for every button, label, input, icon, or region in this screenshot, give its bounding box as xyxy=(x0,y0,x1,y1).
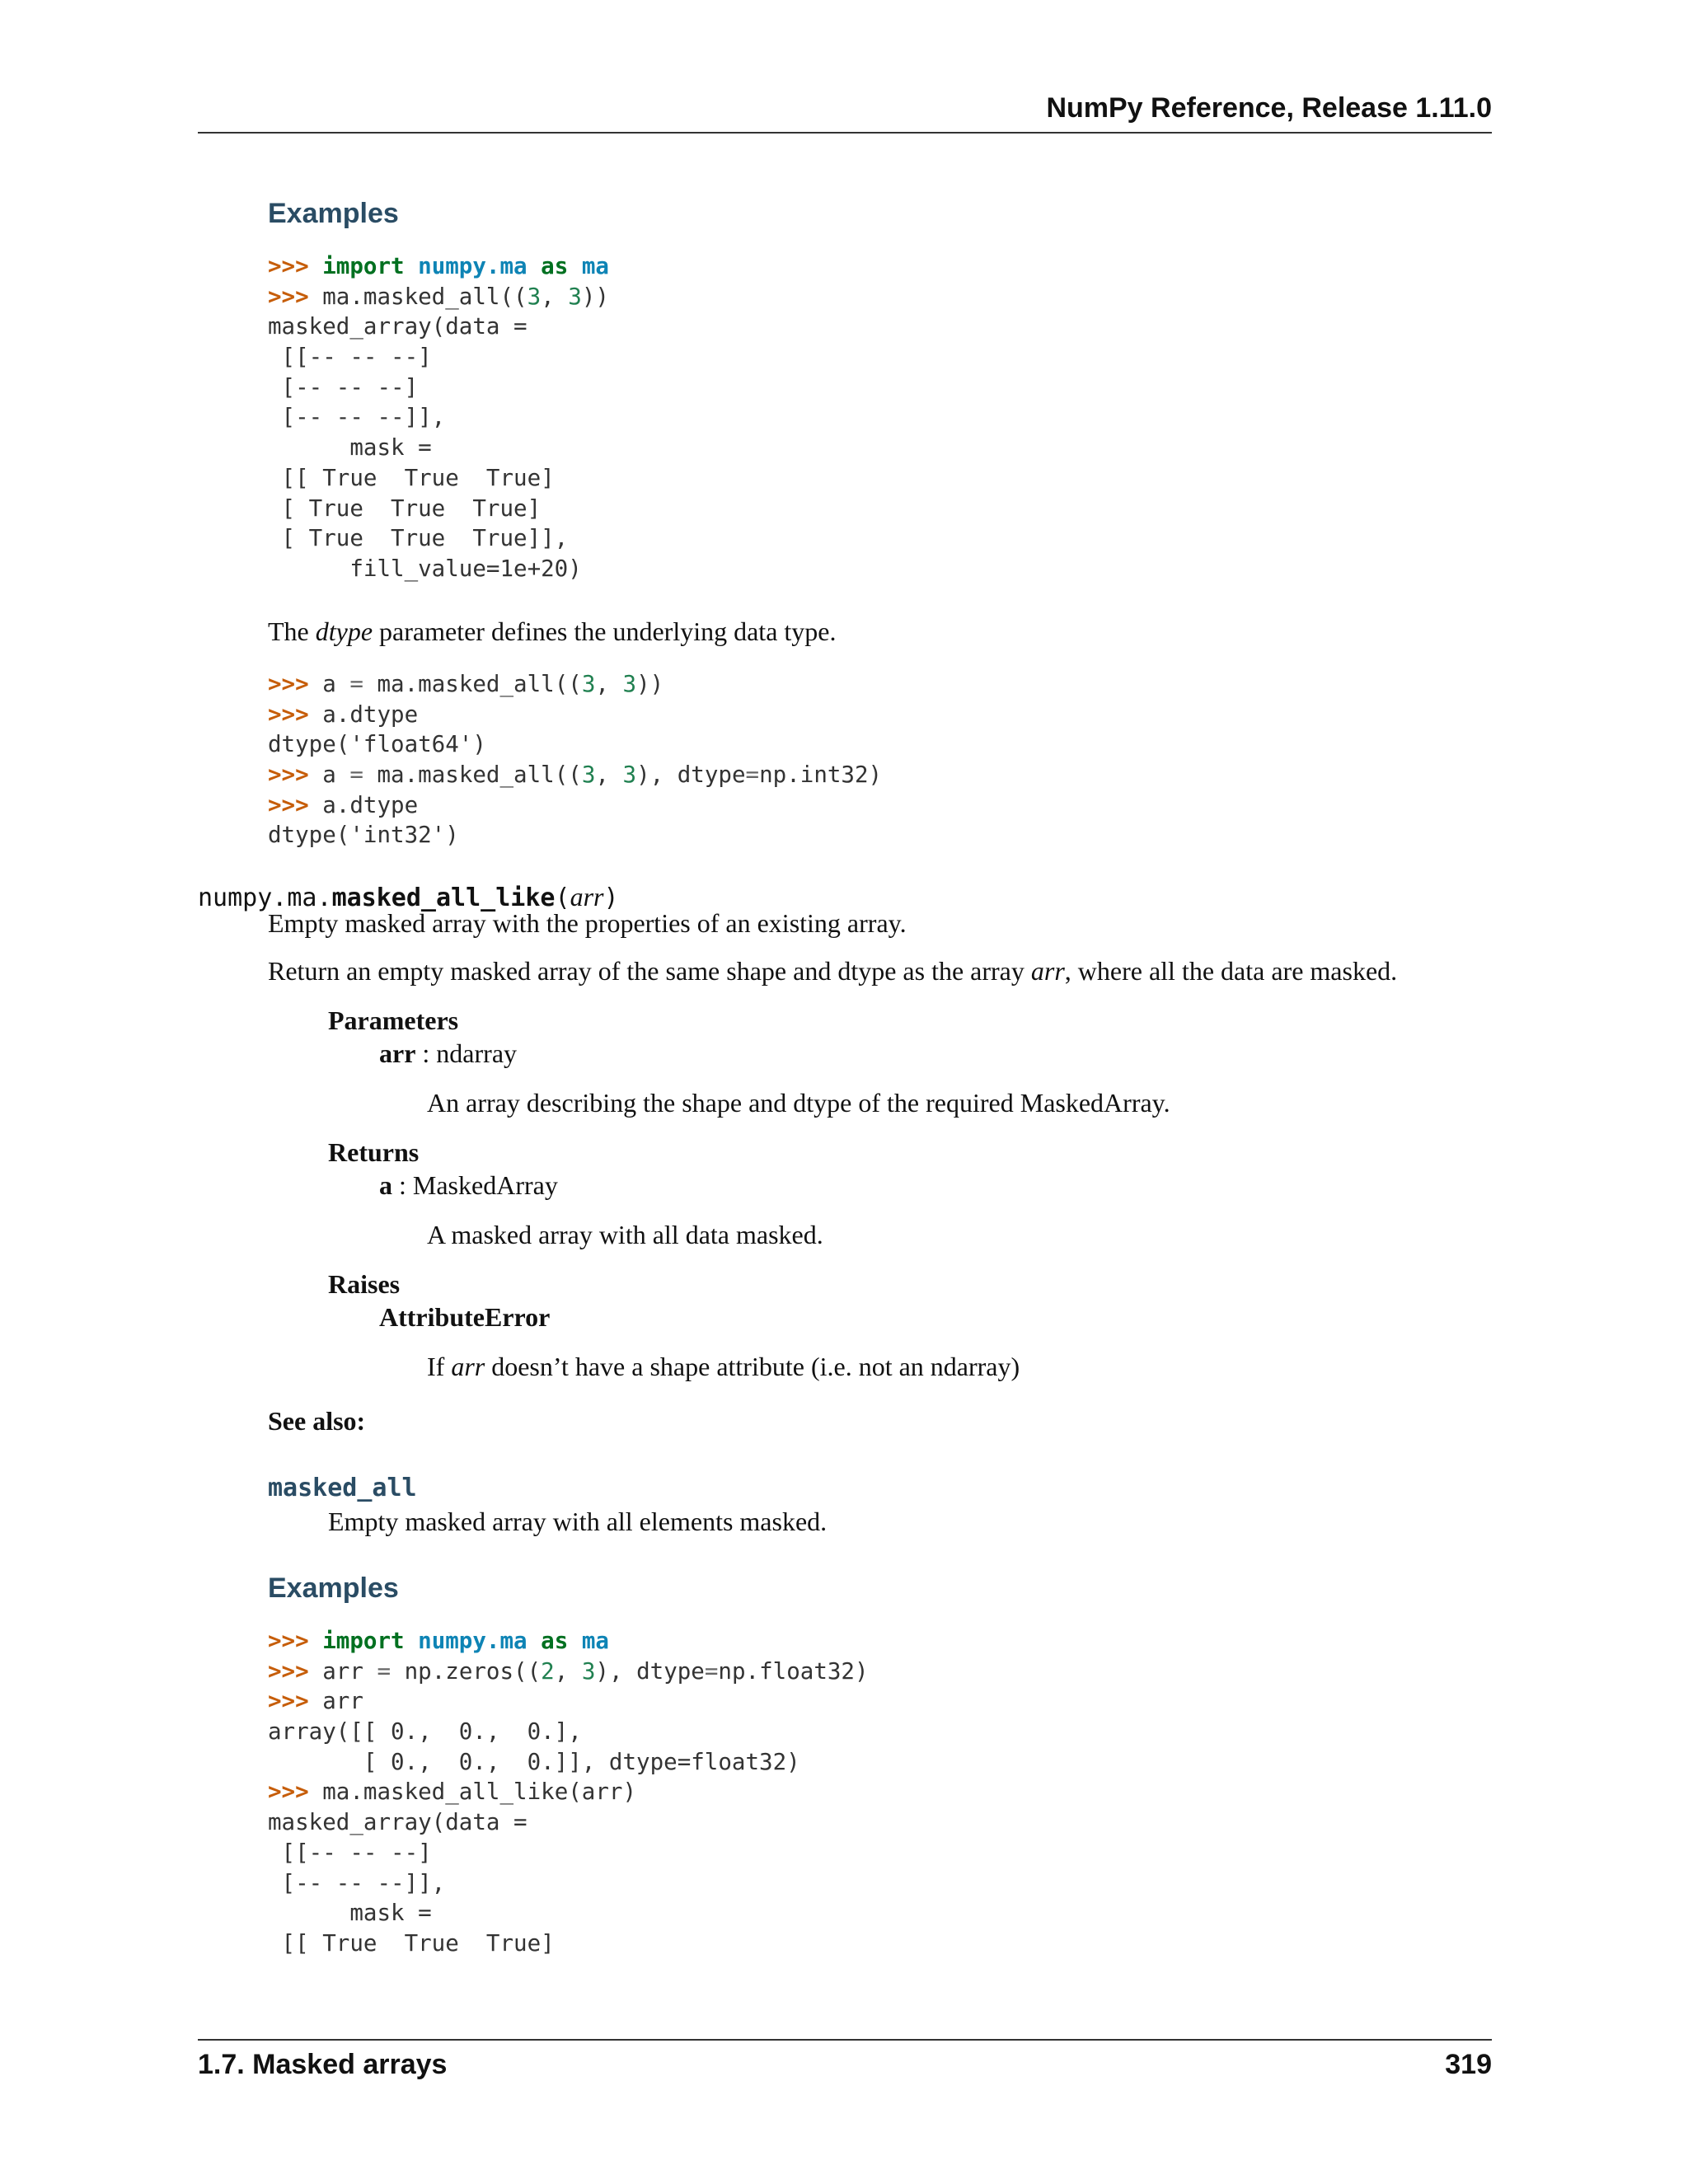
code-token: numpy.ma xyxy=(418,253,528,279)
emphasis: dtype xyxy=(315,616,373,646)
code-token: ma.masked_all(( xyxy=(363,671,582,697)
code-line xyxy=(268,760,882,790)
signature-name: masked_all_like xyxy=(331,883,556,912)
code-line xyxy=(268,669,882,700)
code-block xyxy=(268,251,609,584)
code-token: import xyxy=(322,253,405,279)
code-token: numpy.ma xyxy=(418,1628,528,1654)
code-block xyxy=(268,1626,869,1959)
code-token xyxy=(568,253,582,279)
code-token: fill_value=1e+20) xyxy=(268,555,582,582)
see-also-description: Empty masked array with all elements masked. xyxy=(328,1507,828,1536)
code-token: np.int32) xyxy=(759,762,883,789)
code-token: , xyxy=(554,1657,582,1685)
code-line xyxy=(268,1747,869,1778)
code-token: 3 xyxy=(581,762,596,789)
signature-paren: ) xyxy=(603,883,619,912)
code-prompt: >>> xyxy=(268,671,323,697)
page-header xyxy=(198,89,1492,134)
code-token: [ True True True]], xyxy=(268,525,569,552)
parameters-heading: Parameters xyxy=(328,1005,459,1035)
header-title: NumPy Reference, Release 1.11.0 xyxy=(1046,92,1492,124)
code-token: a xyxy=(322,762,350,789)
code-token: a.dtype xyxy=(322,791,419,818)
code-token xyxy=(568,1628,582,1654)
code-prompt: >>> xyxy=(268,253,323,279)
code-token: = xyxy=(349,762,363,789)
code-token xyxy=(528,1628,542,1654)
text-run: If xyxy=(427,1352,452,1381)
code-prompt: >>> xyxy=(268,1657,323,1685)
code-token: = xyxy=(745,762,760,789)
code-block xyxy=(268,669,882,851)
exception-name: AttributeError xyxy=(379,1302,551,1332)
return-name: a xyxy=(379,1170,392,1200)
parameter-name: arr xyxy=(379,1038,416,1068)
code-line xyxy=(268,433,609,463)
code-token: ), dtype xyxy=(595,1657,705,1685)
return-description: A masked array with all data masked. xyxy=(427,1220,823,1249)
code-token: dtype('int32') xyxy=(268,822,459,849)
code-token: masked_array(data = xyxy=(268,313,528,340)
code-token xyxy=(405,1628,419,1654)
code-line xyxy=(268,820,882,851)
code-prompt: >>> xyxy=(268,762,323,789)
code-token: as xyxy=(541,1628,569,1654)
code-line xyxy=(268,1868,869,1899)
code-line xyxy=(268,1717,869,1747)
code-token: ma.masked_all(( xyxy=(322,283,528,310)
code-token: )) xyxy=(581,283,609,310)
code-token: np.float32) xyxy=(718,1657,869,1685)
examples-heading: Examples xyxy=(268,198,399,229)
code-token: ma xyxy=(581,253,609,279)
text-run: parameter defines the underlying data type. xyxy=(373,616,837,646)
emphasis: arr xyxy=(1030,956,1065,986)
code-token: dtype('float64') xyxy=(268,731,486,758)
code-token: = xyxy=(349,671,363,697)
code-token: a.dtype xyxy=(322,701,419,728)
code-token: ma.masked_all_like(arr) xyxy=(322,1779,637,1806)
code-token: [ 0., 0., 0.]], dtype=float32) xyxy=(268,1748,800,1775)
separator: : xyxy=(415,1038,437,1068)
function-description xyxy=(268,956,1397,987)
code-token: ), dtype xyxy=(636,762,746,789)
code-token: ma.masked_all(( xyxy=(363,762,582,789)
see-also-link[interactable]: masked_all xyxy=(268,1474,417,1502)
code-prompt: >>> xyxy=(268,1688,323,1715)
code-line xyxy=(268,1898,869,1929)
raises-heading: Raises xyxy=(328,1269,401,1299)
code-token: a xyxy=(322,671,350,697)
code-line xyxy=(268,1777,869,1807)
code-token: masked_array(data = xyxy=(268,1809,528,1836)
returns-heading: Returns xyxy=(328,1137,420,1167)
return-entry xyxy=(379,1170,558,1201)
code-token: 3 xyxy=(581,1657,596,1685)
code-token: [[-- -- --] xyxy=(268,1839,432,1866)
signature-paren: ( xyxy=(555,883,570,912)
parameter-entry xyxy=(379,1038,517,1069)
code-token: ma xyxy=(581,1628,609,1654)
code-prompt: >>> xyxy=(268,701,323,728)
signature-arg: arr xyxy=(570,882,604,912)
parameter-description: An array describing the shape and dtype of the required MaskedArray. xyxy=(427,1088,1170,1118)
examples-heading: Examples xyxy=(268,1572,399,1604)
code-line xyxy=(268,790,882,821)
code-token: mask = xyxy=(268,1900,432,1927)
code-token: as xyxy=(541,253,569,279)
code-line xyxy=(268,463,609,494)
code-token: 3 xyxy=(622,762,637,789)
code-line xyxy=(268,1626,869,1657)
raises-entry xyxy=(379,1302,550,1333)
code-line xyxy=(268,251,609,282)
code-token: 3 xyxy=(527,283,542,310)
code-line xyxy=(268,523,609,554)
code-line xyxy=(268,402,609,433)
code-token: 2 xyxy=(541,1657,555,1685)
text-run: doesn’t have a shape attribute (i.e. not an ndarray) xyxy=(485,1352,1020,1381)
emphasis: arr xyxy=(451,1352,485,1381)
code-line xyxy=(268,729,882,760)
page-number: 319 xyxy=(1445,2049,1492,2080)
code-token: [[ True True True] xyxy=(268,464,555,491)
code-line xyxy=(268,1686,869,1717)
raises-description xyxy=(427,1352,1020,1382)
code-token: 3 xyxy=(581,671,596,697)
code-token: import xyxy=(322,1628,405,1654)
code-line xyxy=(268,700,882,730)
code-token: [[ True True True] xyxy=(268,1929,555,1957)
code-token: 3 xyxy=(622,671,637,697)
code-line xyxy=(268,494,609,524)
code-token xyxy=(528,253,542,279)
signature-module: numpy.ma. xyxy=(198,883,332,912)
see-also-heading: See also: xyxy=(268,1406,366,1436)
page-footer xyxy=(198,2039,1492,2080)
code-line xyxy=(268,342,609,373)
code-prompt: >>> xyxy=(268,1779,323,1806)
code-token xyxy=(405,253,419,279)
code-line xyxy=(268,1929,869,1959)
code-token: [ True True True] xyxy=(268,494,542,522)
text-run: , where all the data are masked. xyxy=(1064,956,1398,986)
code-line xyxy=(268,312,609,342)
code-prompt: >>> xyxy=(268,791,323,818)
code-token: [-- -- --]], xyxy=(268,404,446,431)
parameter-type: ndarray xyxy=(436,1038,518,1068)
code-token: , xyxy=(595,762,623,789)
code-token: = xyxy=(377,1657,392,1685)
separator: : xyxy=(392,1170,413,1200)
code-token: mask = xyxy=(268,434,432,462)
code-token: 3 xyxy=(568,283,582,310)
code-token: )) xyxy=(636,671,664,697)
text-run: The xyxy=(268,616,316,646)
code-token: arr xyxy=(322,1688,363,1715)
code-token: , xyxy=(595,671,623,697)
code-token: , xyxy=(541,283,569,310)
code-token: np.zeros(( xyxy=(391,1657,542,1685)
footer-section-title: 1.7. Masked arrays xyxy=(198,2049,448,2080)
code-token: [-- -- --]], xyxy=(268,1869,446,1896)
code-line xyxy=(268,282,609,312)
code-line xyxy=(268,1838,869,1868)
code-token: [[-- -- --] xyxy=(268,344,432,371)
code-line xyxy=(268,1657,869,1687)
code-token: array([[ 0., 0., 0.], xyxy=(268,1718,582,1746)
code-token: [-- -- --] xyxy=(268,373,419,401)
code-token: arr xyxy=(322,1657,377,1685)
code-prompt: >>> xyxy=(268,283,323,310)
code-prompt: >>> xyxy=(268,1628,323,1654)
text-run: Return an empty masked array of the same shape and dtype as the array xyxy=(268,956,1031,986)
code-line xyxy=(268,1807,869,1838)
return-type: MaskedArray xyxy=(412,1170,558,1200)
code-token: = xyxy=(704,1657,719,1685)
code-line xyxy=(268,373,609,403)
function-summary: Empty masked array with the properties of an existing array. xyxy=(268,908,907,938)
dtype-paragraph xyxy=(268,616,836,647)
code-line xyxy=(268,554,609,584)
